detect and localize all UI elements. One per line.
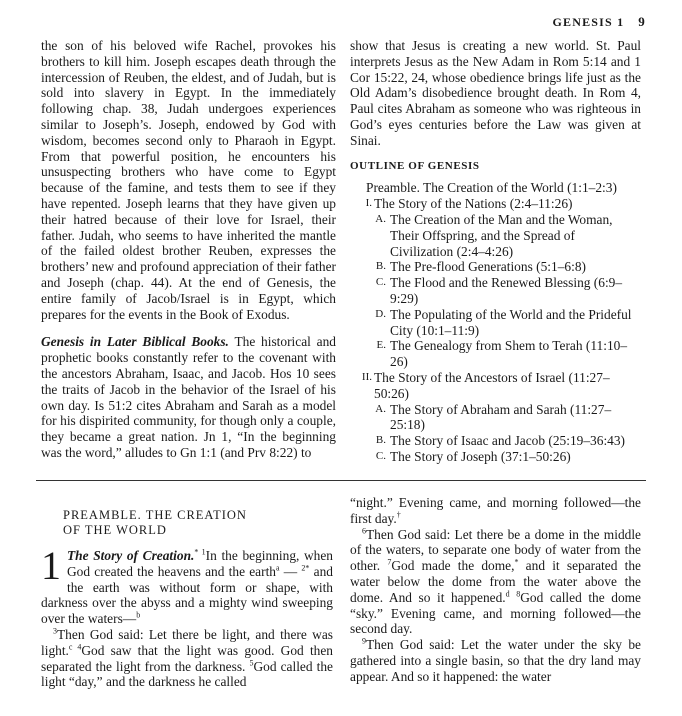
pericope-heading: The Story of Creation.: [67, 548, 195, 563]
outline-item: [350, 275, 641, 307]
verse-text: Then God said: Let there be a dome in the middle of the waters, to separate one body of water from the other.: [350, 526, 641, 574]
cross-reference-note: a: [276, 563, 280, 573]
outline-item-label: D.: [375, 307, 386, 320]
outline-item: [350, 370, 641, 402]
outline-item-label: A.: [375, 402, 386, 415]
chapter-number: 1: [41, 543, 61, 588]
outline-item-label: C.: [375, 276, 386, 289]
footnote-mark: *: [194, 547, 199, 557]
outline-item-text: The Story of Joseph (37:1–50:26): [390, 448, 571, 464]
outline-item-label: A.: [375, 212, 386, 225]
verse-text: “night.” Evening came, and morning followed—the first day.: [350, 495, 641, 526]
verse-text: Then God said: Let there be light, and there was light.: [41, 626, 333, 658]
scripture-column-right: [350, 495, 641, 685]
verse-text: and the earth was without form or shape, with darkness over the abyss and a mighty wind sweeping over the waters—: [41, 563, 333, 627]
verse-number: 9: [362, 636, 366, 646]
cross-reference-note: b: [136, 610, 141, 620]
outline-item-text: The Story of Abraham and Sarah (11:27–25:18): [390, 401, 612, 433]
outline-title: OUTLINE OF GENESIS: [350, 159, 480, 172]
section-title-line: PREAMBLE. THE CREATION: [63, 508, 247, 522]
intro-paragraph-later-books: [41, 334, 336, 460]
outline-item: [350, 307, 641, 339]
outline-item-text: Preamble. The Creation of the World (1:1–2:3): [366, 180, 617, 196]
verse-number: 3: [53, 626, 57, 636]
outline-item: [350, 259, 641, 275]
paragraph-body: The historical and prophetic books constantly refer to the covenant with the ancestors Abraham, Isaac, and Jacob. Hos 10 sees the traits of Jacob in the behavior of the Israel of his own day. Is 51:2 cites Abraham and Sarah as a model for his dispirited community, for though only a couple, they became a great nation. Jn 1, “In the beginning was the word,” alludes to Gn 1:1 (and Prv 8:22) to: [41, 334, 336, 460]
intro-column-right: [350, 38, 641, 465]
intro-column-left: [41, 38, 336, 461]
outline-item-label: C.: [375, 449, 386, 462]
verse-text: —: [279, 563, 298, 579]
outline-item: [350, 338, 641, 370]
outline-list: [350, 180, 641, 464]
outline-item-text: The Flood and the Renewed Blessing (6:9–9:29): [390, 275, 623, 306]
outline-item-label: B.: [375, 260, 386, 273]
cross-reference-note: c: [68, 642, 73, 652]
verse-text: God saw that the light was good. God then separated the light from the darkness.: [41, 642, 334, 674]
verse-text: In the beginning, when God created the heavens and the earth: [67, 548, 334, 579]
outline-item-text: The Pre-flood Generations (5:1–6:8): [390, 259, 586, 275]
scripture-column-left: [41, 508, 333, 690]
scripture-paragraph: [41, 543, 334, 627]
verse-text: Then God said: Let the water under the sky be gathered into a single basin, so that the dry land may appear. And so it happened: the water: [350, 637, 641, 684]
verse-number: 5: [249, 658, 254, 668]
intro-paragraph-continued: show that Jesus is creating a new world. St. Paul interprets Jesus as the New Adam in Rom 5:14 and 1 Cor 15:22, 24, whose obedience brings life just as the Old Adam’s disobedience brought death. In Rom 4, Paul cites Abraham as someone who was righteous in God’s eyes centuries before the Law was given at Sinai.: [350, 38, 641, 148]
cross-reference-note: d: [505, 589, 510, 599]
verse-number: 8: [516, 589, 521, 599]
outline-item: [350, 180, 641, 196]
outline-item-label: I.: [365, 197, 372, 210]
outline-item: [350, 449, 641, 465]
verse-number: 2: [301, 563, 306, 573]
section-divider: [36, 480, 646, 481]
intro-paragraph: the son of his beloved wife Rachel, provokes his brothers to kill him. Joseph escapes death through the intercession of Reuben, the eldest, and of Judah, but is sold into slavery in Egypt. In the immediately following chap. 38, Judah undergoes experiences similar to Joseph’s. Joseph, endowed by God with wisdom, becomes second only to Pharaoh in Egypt. From that powerful position, he encounters his unsuspecting brothers who have come to Egypt because of the famine, and tests them to see if they have repented. Joseph learns that they have given up their hatred because of their love for Israel, their father. Judah, who seems to have inherited the mantle of the failed oldest brother Reuben, expresses the brothers’ new and profound appreciation of their father and Joseph (chap. 44). At the end of Genesis, the entire family of Jacob/Israel is in Egypt, which prepares for the events in the Book of Exodus.: [41, 38, 336, 322]
verse-text: and it separated the water below the dome from the water above the dome. And so it happened.: [350, 558, 641, 605]
outline-item: [350, 212, 641, 259]
outline-item-label: E.: [376, 339, 386, 352]
running-head-book: GENESIS 1: [552, 15, 625, 29]
page-number: 9: [638, 14, 646, 29]
scripture-paragraph: [350, 637, 641, 684]
verse-text: God made the dome,: [391, 558, 515, 574]
outline-item-label: B.: [375, 434, 386, 447]
scripture-paragraph: [41, 627, 333, 690]
outline-item-text: The Genealogy from Shem to Terah (11:10–26): [390, 338, 628, 370]
outline-item-text: The Populating of the World and the Prideful City (10:1–11:9): [390, 306, 632, 338]
outline-item: [350, 196, 641, 212]
scripture-paragraph: [350, 495, 641, 527]
paragraph-lead-heading: Genesis in Later Biblical Books.: [41, 334, 229, 350]
verse-number: 1: [198, 547, 206, 557]
outline-item-text: The Story of the Nations (2:4–11:26): [374, 196, 573, 212]
footnote-mark: *: [305, 563, 310, 573]
section-title-line: OF THE WORLD: [63, 523, 167, 537]
verse-text: God called the dome “sky.” Evening came, and morning followed—the second day.: [350, 589, 641, 637]
outline-item-text: The Story of Isaac and Jacob (25:19–36:43): [390, 433, 626, 449]
outline-item: [350, 402, 641, 434]
outline-item-text: The Story of the Ancestors of Israel (11:27–50:26): [374, 369, 610, 401]
footnote-mark: †: [396, 510, 401, 520]
section-title: [63, 508, 333, 538]
footnote-mark: *: [514, 557, 519, 567]
verse-number: 7: [387, 557, 392, 567]
verse-number: 6: [362, 526, 366, 536]
verse-text: God called the light “day,” and the darkness he called: [41, 658, 333, 690]
verse-number: 4: [72, 642, 82, 652]
outline-item-label: II.: [361, 370, 372, 383]
scripture-paragraph: [350, 527, 641, 638]
outline-item-text: The Creation of the Man and the Woman, Their Offspring, and the Spread of Civilization (2:4–4:26): [390, 211, 613, 259]
outline-item: [350, 433, 641, 449]
running-head: [552, 14, 646, 30]
